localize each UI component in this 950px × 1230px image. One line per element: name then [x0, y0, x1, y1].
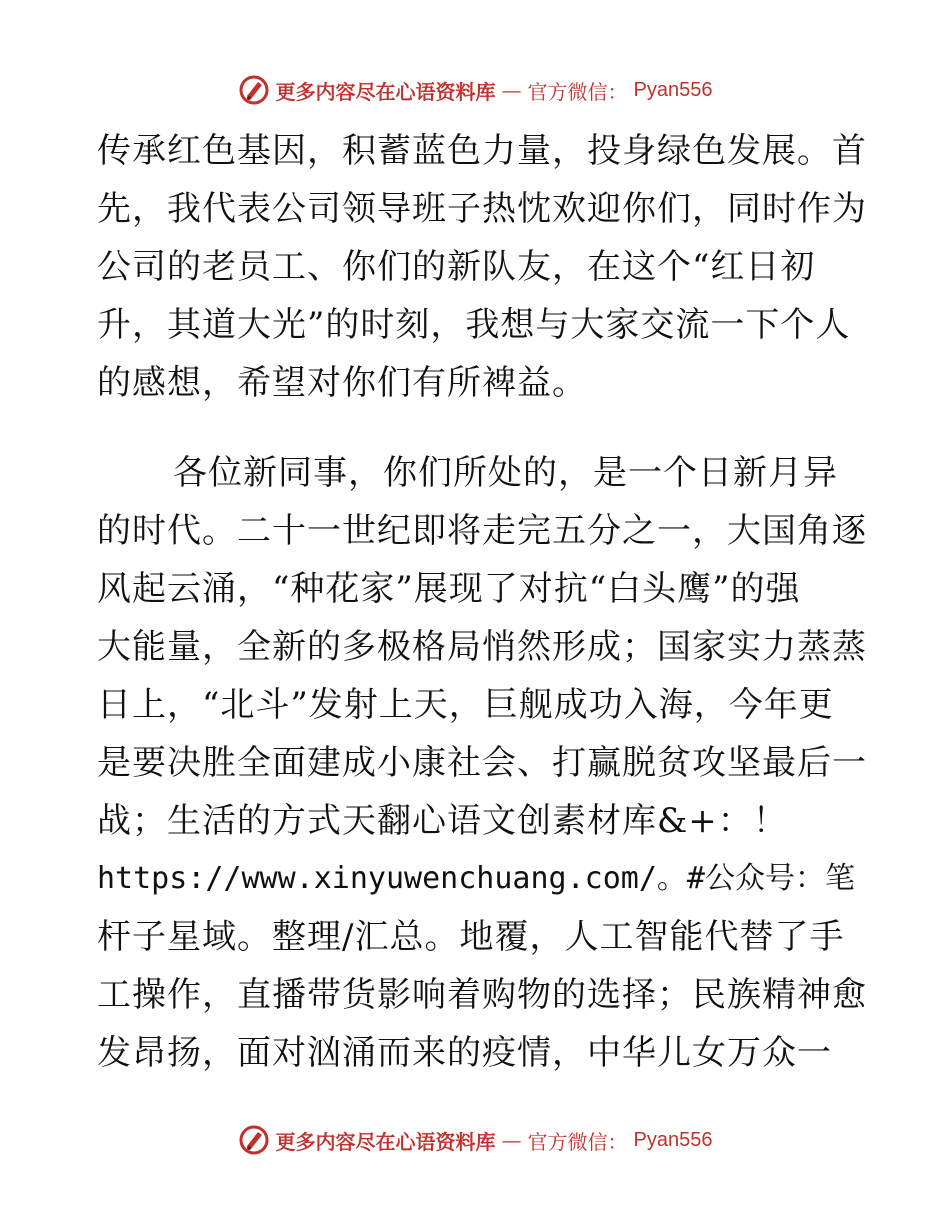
- watermark-wechat-id: Pyan556: [633, 1128, 713, 1151]
- text-line: 大能量，全新的多极格局悄然形成；国家实力蒸蒸: [97, 627, 867, 667]
- header-watermark: [0, 70, 950, 110]
- text-line: 传承红色基因，积蓄蓝色力量，投身绿色发展。首: [97, 131, 867, 171]
- watermark-site-text: 更多内容尽在心语资料库: [275, 1129, 496, 1154]
- text-line: 先，我代表公司领导班子热忱欢迎你们，同时作为: [97, 189, 867, 229]
- watermark-wechat-id: Pyan556: [633, 78, 713, 101]
- text-line: 战；生活的方式天翻心语文创素材库&+：！: [97, 801, 788, 841]
- document-body: [97, 122, 867, 1082]
- footer-watermark: [0, 1120, 950, 1160]
- watermark-site-text: 更多内容尽在心语资料库: [275, 79, 496, 104]
- text-line: 是要决胜全面建成小康社会、打赢脱贫攻坚最后一: [97, 743, 867, 783]
- text-line: 各位新同事，你们所处的，是一个日新月异: [173, 453, 838, 493]
- paragraph-spacer: [97, 412, 857, 444]
- url-text-line: https://www.xinyuwenchuang.com/。#公众号：笔: [97, 861, 855, 896]
- watermark-wechat-label: 官方微信：: [527, 1129, 628, 1154]
- text-line: 发昂扬，面对汹涌而来的疫情，中华儿女万众一: [97, 1033, 832, 1073]
- paragraph-2: [97, 444, 867, 1082]
- text-line: 日上，“北斗”发射上天，巨舰成功入海，今年更: [97, 685, 834, 725]
- watermark-wechat-label: 官方微信：: [527, 79, 628, 104]
- text-line: 风起云涌，“种花家”展现了对抗“白头鹰”的强: [97, 569, 801, 609]
- text-line: 工操作，直播带货影响着购物的选择；民族精神愈: [97, 975, 867, 1015]
- text-line: 的时代。二十一世纪即将走完五分之一，大国角逐: [97, 511, 867, 551]
- brand-logo-icon: [238, 74, 270, 106]
- watermark-separator: —: [501, 1128, 522, 1152]
- text-line: 升，其道大光”的时刻，我想与大家交流一下个人: [97, 305, 851, 345]
- watermark-separator: —: [501, 78, 522, 102]
- text-line: 的感想，希望对你们有所裨益。: [97, 363, 587, 403]
- brand-logo-icon: [238, 1124, 270, 1156]
- text-line: 公司的老员工、你们的新队友，在这个“红日初: [97, 247, 816, 287]
- paragraph-1: [97, 122, 867, 412]
- text-line: 杆子星域。整理/汇总。地覆，人工智能代替了手: [97, 917, 845, 957]
